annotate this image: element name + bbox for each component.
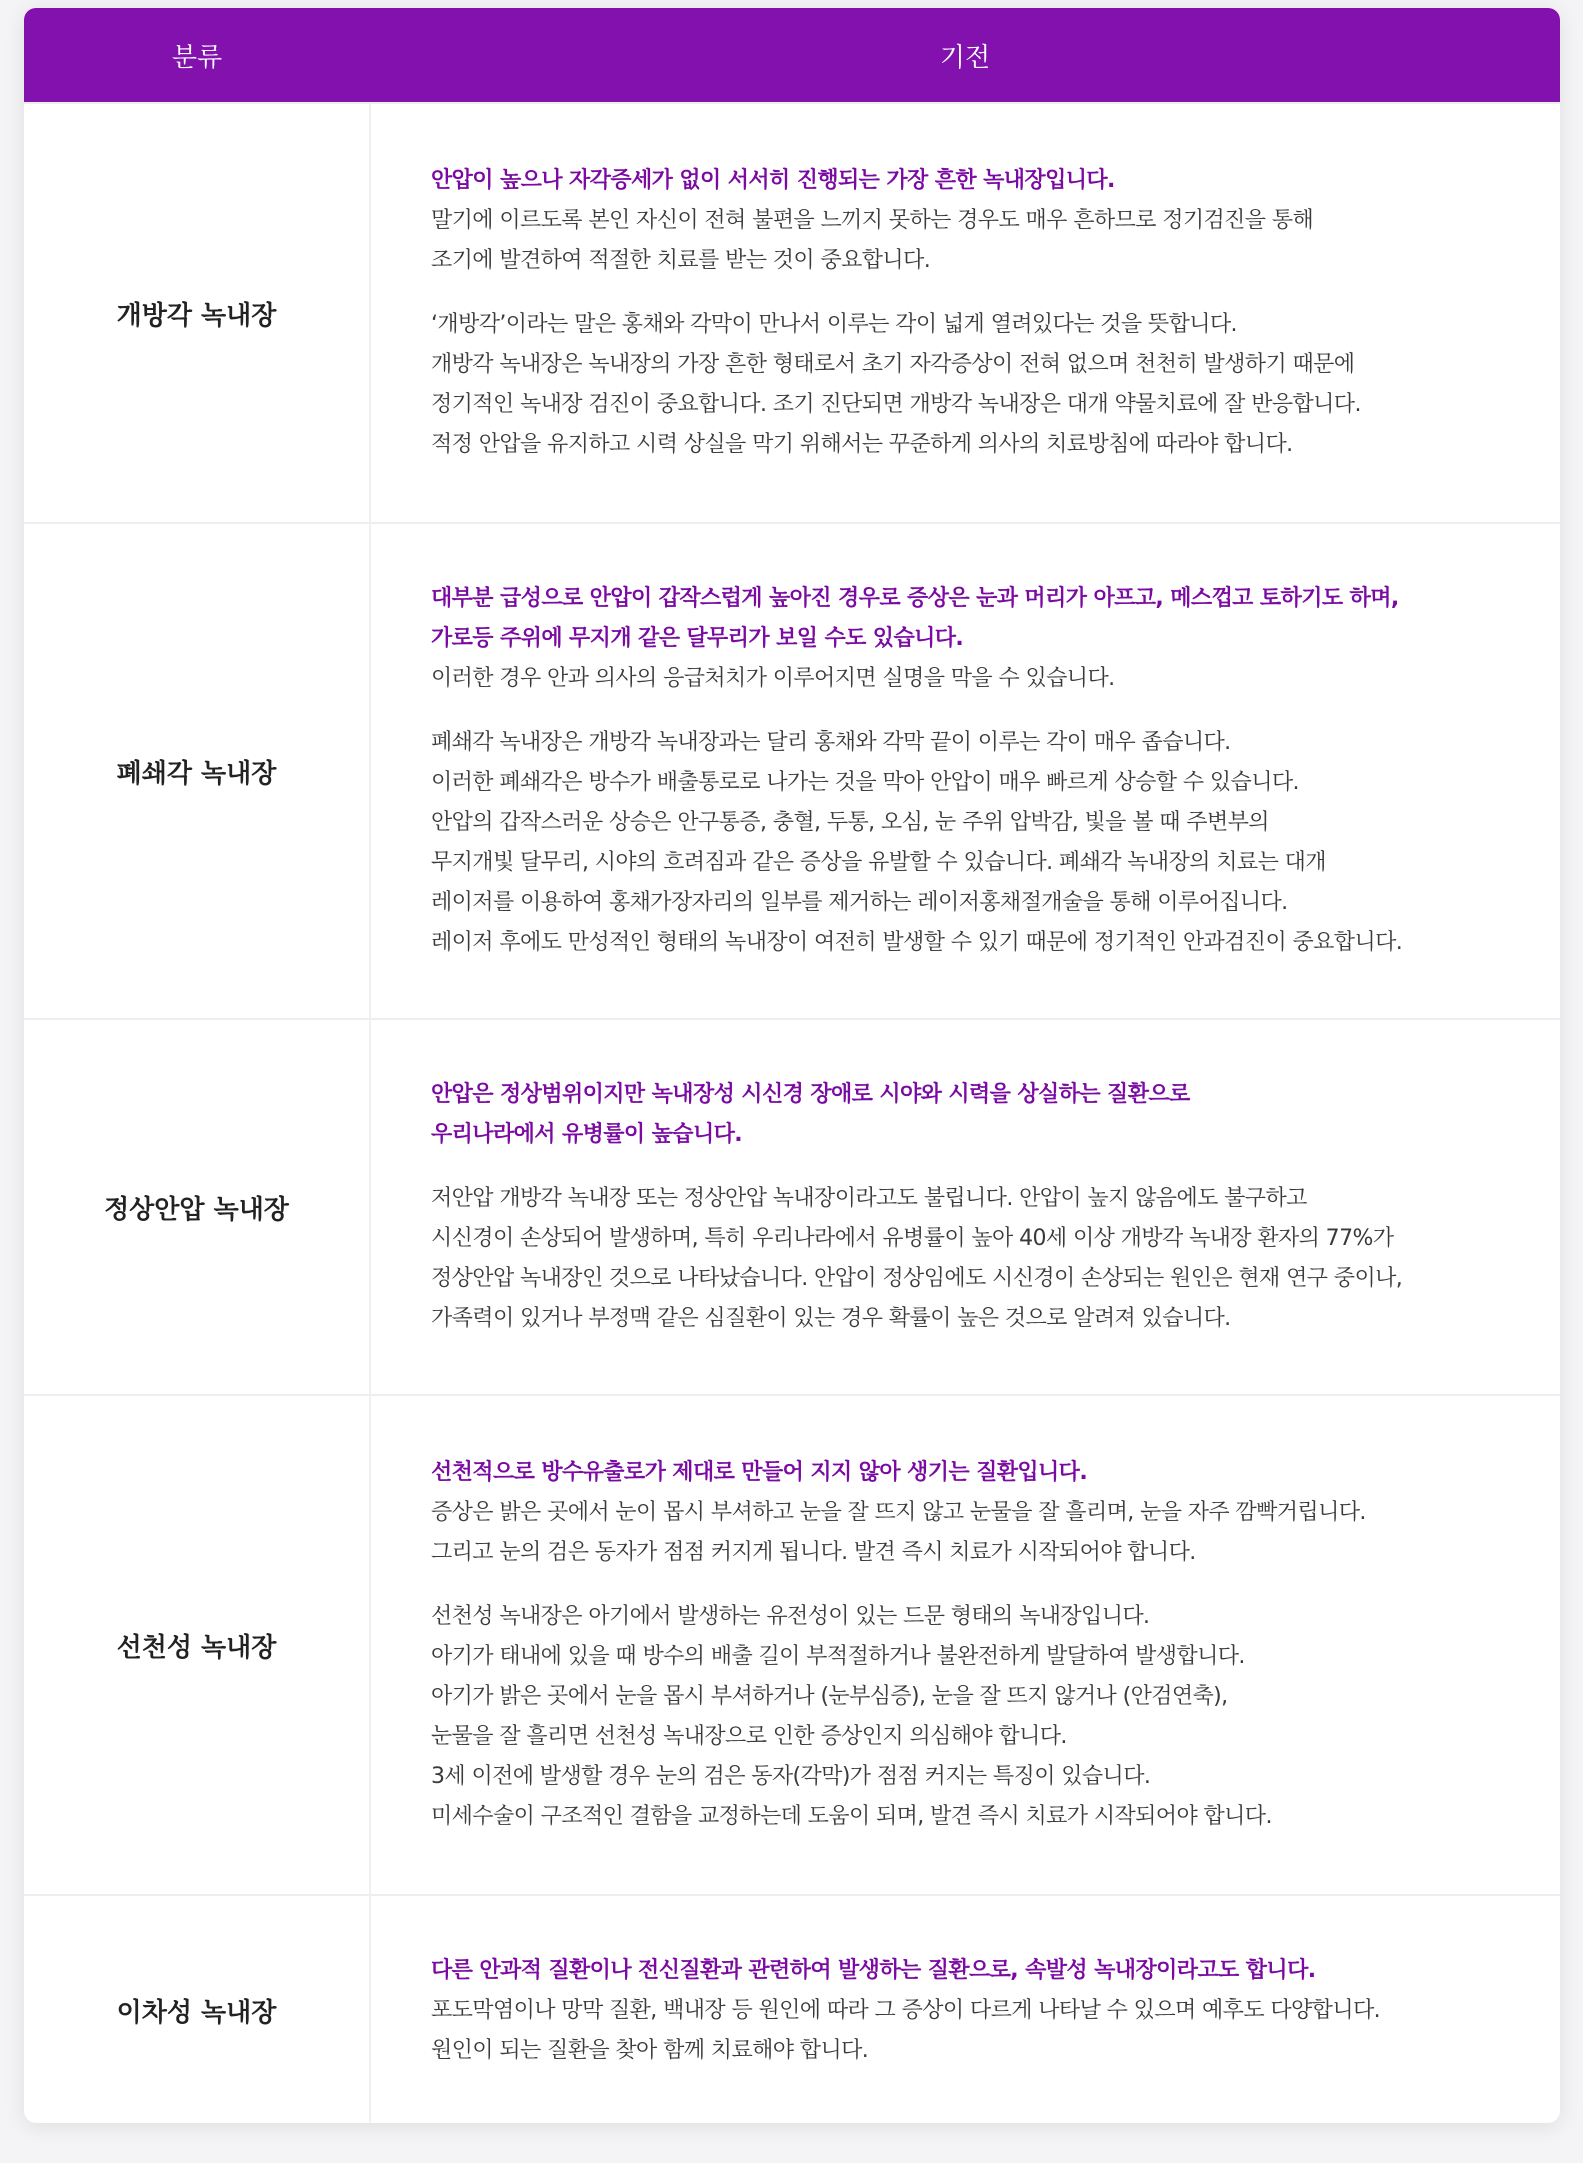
text-line: 무지개빛 달무리, 시야의 흐려짐과 같은 증상을 유발할 수 있습니다. 폐쇄각 녹내장의 치료는 대개 xyxy=(431,850,1326,875)
table-row xyxy=(24,1395,1560,1895)
header-category: 분류 xyxy=(24,8,370,103)
text-line: 포도막염이나 망막 질환, 백내장 등 원인에 따라 그 증상이 다르게 나타날 수 있으며 예후도 다양합니다. xyxy=(431,1997,1381,2023)
text-line: 조기에 발견하여 적절한 치료를 받는 것이 중요합니다. xyxy=(431,248,931,273)
highlight-line: 가로등 주위에 무지개 같은 달무리가 보일 수도 있습니다. xyxy=(431,626,964,651)
text-line: ‘개방각’이라는 말은 홍채와 각막이 만나서 이루는 각이 넓게 열려있다는 것을 뜻합니다. xyxy=(431,312,1237,337)
table-row xyxy=(24,1895,1560,2123)
text-line: 말기에 이르도록 본인 자신이 전혀 불편을 느끼지 못하는 경우도 매우 흔하므로 정기검진을 통해 xyxy=(431,208,1314,233)
row-category: 이차성 녹내장 xyxy=(24,1895,370,2123)
glaucoma-classification-table xyxy=(24,8,1560,2123)
text-line: 가족력이 있거나 부정맥 같은 심질환이 있는 경우 확률이 높은 것으로 알려져 있습니다. xyxy=(431,1306,1231,1331)
paragraph-detail xyxy=(431,1597,1490,1837)
highlight-line: 안압은 정상범위이지만 녹내장성 시신경 장애로 시야와 시력을 상실하는 질환으로 xyxy=(431,1082,1190,1107)
text-line: 미세수술이 구조적인 결함을 교정하는데 도움이 되며, 발견 즉시 치료가 시작되어야 합니다. xyxy=(431,1804,1272,1829)
paragraph-detail xyxy=(431,723,1490,963)
highlight-line: 우리나라에서 유병률이 높습니다. xyxy=(431,1122,743,1147)
text-line: 선천성 녹내장은 아기에서 발생하는 유전성이 있는 드문 형태의 녹내장입니다. xyxy=(431,1604,1150,1629)
highlight-line: 대부분 급성으로 안압이 갑작스럽게 높아진 경우로 증상은 눈과 머리가 아프고, 메스껍고 토하기도 하며, xyxy=(431,586,1399,611)
text-line: 3세 이전에 발생할 경우 눈의 검은 동자(각막)가 점점 커지는 특징이 있습니다. xyxy=(431,1764,1151,1789)
row-category: 정상안압 녹내장 xyxy=(24,1019,370,1395)
table-header xyxy=(24,8,1560,103)
paragraph-detail xyxy=(431,305,1490,465)
row-description xyxy=(370,1019,1560,1395)
paragraph-summary xyxy=(431,1075,1490,1155)
text-line: 원인이 되는 질환을 찾아 함께 치료해야 합니다. xyxy=(431,2037,869,2063)
text-line: 그리고 눈의 검은 동자가 점점 커지게 됩니다. 발견 즉시 치료가 시작되어야 합니다. xyxy=(431,1540,1196,1565)
highlight-line: 다른 안과적 질환이나 전신질환과 관련하여 발생하는 질환으로, 속발성 녹내장이라고도 합니다. xyxy=(431,1957,1316,1983)
paragraph-summary xyxy=(431,161,1490,281)
table-row xyxy=(24,103,1560,523)
text-line: 이러한 폐쇄각은 방수가 배출통로로 나가는 것을 막아 안압이 매우 빠르게 상승할 수 있습니다. xyxy=(431,770,1299,795)
text-line: 개방각 녹내장은 녹내장의 가장 흔한 형태로서 초기 자각증상이 전혀 없으며 천천히 발생하기 때문에 xyxy=(431,352,1355,377)
row-description xyxy=(370,103,1560,523)
row-category: 개방각 녹내장 xyxy=(24,103,370,523)
row-description xyxy=(370,523,1560,1019)
text-line: 눈물을 잘 흘리면 선천성 녹내장으로 인한 증상인지 의심해야 합니다. xyxy=(431,1724,1067,1749)
text-line: 레이저 후에도 만성적인 형태의 녹내장이 여전히 발생할 수 있기 때문에 정기적인 안과검진이 중요합니다. xyxy=(431,930,1403,955)
text-line: 아기가 밝은 곳에서 눈을 몹시 부셔하거나 (눈부심증), 눈을 잘 뜨지 않거나 (안검연축), xyxy=(431,1684,1228,1709)
paragraph-summary xyxy=(431,1951,1490,2071)
paragraph-summary xyxy=(431,579,1490,699)
row-description xyxy=(370,1395,1560,1895)
paragraph-summary xyxy=(431,1453,1490,1573)
classification-table xyxy=(24,8,1560,2123)
text-line: 정기적인 녹내장 검진이 중요합니다. 조기 진단되면 개방각 녹내장은 대개 약물치료에 잘 반응합니다. xyxy=(431,392,1361,417)
table-row xyxy=(24,1019,1560,1395)
text-line: 증상은 밝은 곳에서 눈이 몹시 부셔하고 눈을 잘 뜨지 않고 눈물을 잘 흘리며, 눈을 자주 깜빡거립니다. xyxy=(431,1500,1366,1525)
text-line: 아기가 태내에 있을 때 방수의 배출 길이 부적절하거나 불완전하게 발달하여 발생합니다. xyxy=(431,1644,1245,1669)
header-criteria: 기전 xyxy=(370,8,1560,103)
highlight-line: 선천적으로 방수유출로가 제대로 만들어 지지 않아 생기는 질환입니다. xyxy=(431,1460,1088,1485)
table-row xyxy=(24,523,1560,1019)
row-category: 폐쇄각 녹내장 xyxy=(24,523,370,1019)
text-line: 안압의 갑작스러운 상승은 안구통증, 충혈, 두통, 오심, 눈 주위 압박감, 빛을 볼 때 주변부의 xyxy=(431,810,1269,835)
text-line: 저안압 개방각 녹내장 또는 정상안압 녹내장이라고도 불립니다. 안압이 높지 않음에도 불구하고 xyxy=(431,1186,1307,1211)
row-description xyxy=(370,1895,1560,2123)
text-line: 적정 안압을 유지하고 시력 상실을 막기 위해서는 꾸준하게 의사의 치료방침에 따라야 합니다. xyxy=(431,432,1293,457)
text-line: 폐쇄각 녹내장은 개방각 녹내장과는 달리 홍채와 각막 끝이 이루는 각이 매우 좁습니다. xyxy=(431,730,1231,755)
text-line: 이러한 경우 안과 의사의 응급처치가 이루어지면 실명을 막을 수 있습니다. xyxy=(431,666,1115,691)
text-line: 레이저를 이용하여 홍채가장자리의 일부를 제거하는 레이저홍채절개술을 통해 이루어집니다. xyxy=(431,890,1288,915)
text-line: 시신경이 손상되어 발생하며, 특히 우리나라에서 유병률이 높아 40세 이상 개방각 녹내장 환자의 77%가 xyxy=(431,1226,1394,1251)
text-line: 정상안압 녹내장인 것으로 나타났습니다. 안압이 정상임에도 시신경이 손상되는 원인은 현재 연구 중이나, xyxy=(431,1266,1403,1291)
paragraph-detail xyxy=(431,1179,1490,1339)
row-category: 선천성 녹내장 xyxy=(24,1395,370,1895)
highlight-line: 안압이 높으나 자각증세가 없이 서서히 진행되는 가장 흔한 녹내장입니다. xyxy=(431,168,1115,193)
